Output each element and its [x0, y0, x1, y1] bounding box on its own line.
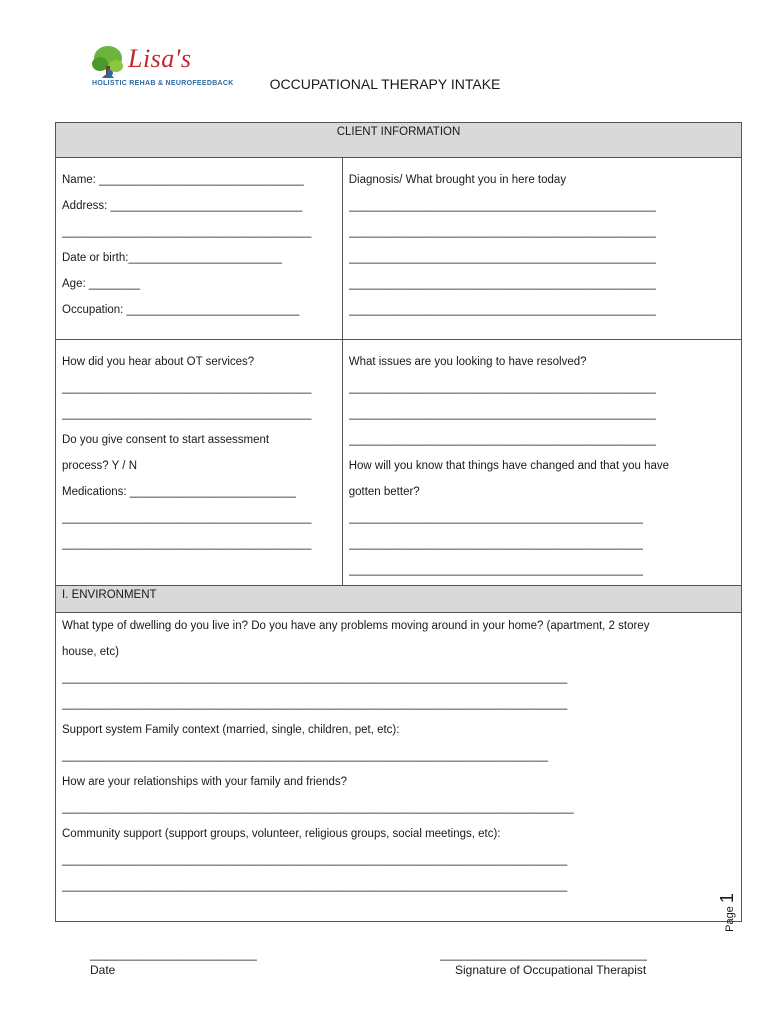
referral-consent-cell[interactable] [56, 340, 343, 586]
intake-form-table [55, 122, 742, 922]
date-of-birth-field[interactable]: Date or birth:________________________ [62, 252, 282, 264]
environment-cell[interactable] [56, 613, 742, 922]
issues-cell[interactable] [342, 340, 741, 586]
consent-question: Do you give consent to start assessment [62, 434, 270, 446]
support-system-answer-line[interactable]: ____________________________________________________________________________ [62, 750, 549, 762]
referral-answer-line[interactable]: _______________________________________ [62, 382, 312, 394]
medications-answer-line[interactable]: _______________________________________ [62, 512, 312, 524]
page-number: Page 1 [716, 893, 737, 932]
issues-answer-line[interactable]: ________________________________________________ [348, 434, 656, 446]
dwelling-answer-line[interactable]: _______________________________________________________________________________ [62, 672, 568, 684]
support-system-question: Support system Family context (married, single, children, pet, etc): [62, 724, 400, 736]
address-field-line-2[interactable]: _______________________________________ [62, 226, 312, 238]
change-answer-line[interactable]: ______________________________________________ [348, 564, 643, 576]
diagnosis-answer-line[interactable]: ________________________________________________ [348, 278, 656, 290]
issues-answer-line[interactable]: ________________________________________________ [348, 408, 656, 420]
address-field[interactable]: Address: ______________________________ [62, 200, 303, 212]
logo-tagline: HOLISTIC REHAB & NEUROFEEDBACK [92, 80, 234, 87]
change-question-cont: gotten better? [348, 486, 420, 498]
dwelling-question: What type of dwelling do you live in? Do you have any problems moving around in your home? (apartment, 2 storey [62, 620, 650, 632]
dwelling-answer-line[interactable]: _______________________________________________________________________________ [62, 698, 568, 710]
change-answer-line[interactable]: ______________________________________________ [348, 512, 643, 524]
relationships-question: How are your relationships with your family and friends? [62, 776, 348, 788]
client-information-header: CLIENT INFORMATION [56, 123, 742, 158]
community-support-question: Community support (support groups, volunteer, religious groups, social meetings, etc): [62, 828, 501, 840]
issues-answer-line[interactable]: ________________________________________________ [348, 382, 656, 394]
referral-question: How did you hear about OT services? [62, 356, 255, 368]
medications-answer-line[interactable]: _______________________________________ [62, 538, 312, 550]
environment-header: I. ENVIRONMENT [56, 586, 742, 613]
name-field[interactable]: Name: ________________________________ [62, 174, 304, 186]
diagnosis-label: Diagnosis/ What brought you in here today [348, 174, 567, 186]
diagnosis-answer-line[interactable]: ________________________________________________ [348, 200, 656, 212]
signature-label: Signature of Occupational Therapist [455, 963, 647, 977]
occupation-field[interactable]: Occupation: ___________________________ [62, 304, 300, 316]
dwelling-question-cont: house, etc) [62, 646, 119, 658]
diagnosis-answer-line[interactable]: ________________________________________________ [348, 304, 656, 316]
change-question: How will you know that things have changed and that you have [348, 460, 670, 472]
change-answer-line[interactable]: ______________________________________________ [348, 538, 643, 550]
diagnosis-answer-line[interactable]: ________________________________________________ [348, 252, 656, 264]
community-support-answer-line[interactable]: _______________________________________________________________________________ [62, 880, 568, 892]
date-label: Date [90, 963, 116, 977]
date-line[interactable]: _________________________ [90, 947, 257, 961]
medications-field[interactable]: Medications: __________________________ [62, 486, 297, 498]
diagnosis-cell[interactable] [342, 158, 741, 340]
relationships-answer-line[interactable]: ________________________________________________________________________________ [62, 802, 574, 814]
signature-line[interactable]: _______________________________ [440, 947, 647, 961]
logo-name: Lisa's [128, 44, 192, 73]
diagnosis-answer-line[interactable]: ________________________________________________ [348, 226, 656, 238]
issues-question: What issues are you looking to have resolved? [348, 356, 587, 368]
consent-answer[interactable]: process? Y / N [62, 460, 138, 472]
client-details-cell[interactable] [56, 158, 343, 340]
community-support-answer-line[interactable]: _______________________________________________________________________________ [62, 854, 568, 866]
page-title: OCCUPATIONAL THERAPY INTAKE [269, 76, 501, 92]
age-field[interactable]: Age: ________ [62, 278, 141, 290]
referral-answer-line[interactable]: _______________________________________ [62, 408, 312, 420]
